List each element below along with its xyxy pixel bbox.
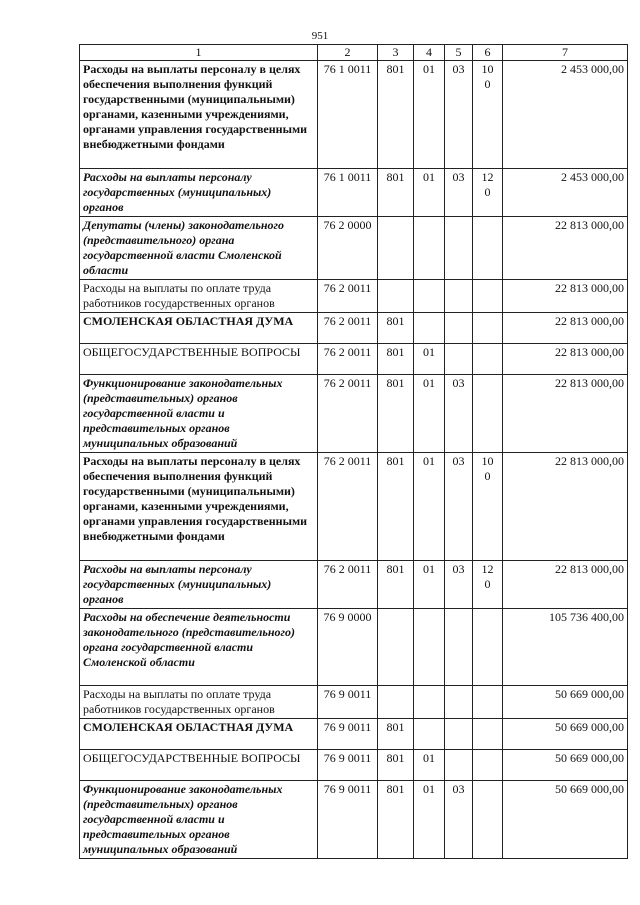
table-row	[80, 686, 628, 719]
ministry-cell	[378, 280, 414, 313]
description-cell: ОБЩЕГОСУДАРСТВЕННЫЕ ВОПРОСЫ	[80, 344, 318, 375]
amount-cell: 50 669 000,00	[503, 750, 628, 781]
target-article-cell: 76 9 0011	[318, 719, 378, 750]
ministry-cell: 801	[378, 61, 414, 169]
section-cell: 01	[414, 375, 445, 453]
ministry-cell: 801	[378, 719, 414, 750]
budget-table	[79, 44, 628, 859]
subsection-cell: 03	[445, 169, 473, 217]
table-row	[80, 561, 628, 609]
description-cell: СМОЛЕНСКАЯ ОБЛАСТНАЯ ДУМА	[80, 719, 318, 750]
expense-type-cell	[473, 375, 503, 453]
target-article-cell: 76 2 0011	[318, 344, 378, 375]
column-header-1: 1	[80, 45, 318, 61]
section-cell: 01	[414, 781, 445, 859]
description-cell: Расходы на выплаты персоналу в целях обеспечения выполнения функций государственными (муниципальными) органами, казенными учреждениями, органами управления государственными внебюджетными фондами	[80, 453, 318, 561]
subsection-cell	[445, 750, 473, 781]
header-row	[80, 45, 628, 61]
section-cell	[414, 686, 445, 719]
description-cell: Расходы на обеспечение деятельности законодательного (представительного) органа государственной власти Смоленской области	[80, 609, 318, 686]
ministry-cell	[378, 686, 414, 719]
table-row	[80, 609, 628, 686]
ministry-cell: 801	[378, 750, 414, 781]
target-article-cell: 76 2 0011	[318, 280, 378, 313]
table-row	[80, 719, 628, 750]
amount-cell: 22 813 000,00	[503, 561, 628, 609]
description-cell: Расходы на выплаты по оплате труда работников государственных органов	[80, 280, 318, 313]
description-cell: ОБЩЕГОСУДАРСТВЕННЫЕ ВОПРОСЫ	[80, 750, 318, 781]
table-row	[80, 217, 628, 280]
target-article-cell: 76 9 0011	[318, 686, 378, 719]
ministry-cell: 801	[378, 375, 414, 453]
subsection-cell: 03	[445, 61, 473, 169]
expense-type-cell	[473, 609, 503, 686]
description-cell: Расходы на выплаты персоналу государственных (муниципальных) органов	[80, 561, 318, 609]
amount-cell: 22 813 000,00	[503, 313, 628, 344]
ministry-cell: 801	[378, 781, 414, 859]
expense-type-cell	[473, 781, 503, 859]
target-article-cell: 76 2 0011	[318, 561, 378, 609]
amount-cell: 22 813 000,00	[503, 217, 628, 280]
expense-type-cell: 12 0	[473, 561, 503, 609]
subsection-cell	[445, 344, 473, 375]
subsection-cell: 03	[445, 561, 473, 609]
section-cell: 01	[414, 750, 445, 781]
ministry-cell: 801	[378, 453, 414, 561]
subsection-cell: 03	[445, 375, 473, 453]
ministry-cell: 801	[378, 313, 414, 344]
expense-type-cell: 10 0	[473, 453, 503, 561]
table-row	[80, 344, 628, 375]
amount-cell: 50 669 000,00	[503, 686, 628, 719]
amount-cell: 22 813 000,00	[503, 344, 628, 375]
expense-type-cell	[473, 686, 503, 719]
column-header-7: 7	[503, 45, 628, 61]
table-row	[80, 375, 628, 453]
amount-cell: 22 813 000,00	[503, 280, 628, 313]
target-article-cell: 76 2 0011	[318, 453, 378, 561]
target-article-cell: 76 1 0011	[318, 169, 378, 217]
section-cell: 01	[414, 561, 445, 609]
table-body	[80, 61, 628, 859]
amount-cell: 50 669 000,00	[503, 781, 628, 859]
section-cell	[414, 719, 445, 750]
subsection-cell	[445, 313, 473, 344]
section-cell	[414, 217, 445, 280]
table-row	[80, 280, 628, 313]
expense-type-cell: 10 0	[473, 61, 503, 169]
subsection-cell	[445, 719, 473, 750]
expense-type-cell	[473, 280, 503, 313]
section-cell	[414, 280, 445, 313]
expense-type-cell	[473, 217, 503, 280]
subsection-cell	[445, 280, 473, 313]
target-article-cell: 76 2 0011	[318, 375, 378, 453]
ministry-cell: 801	[378, 561, 414, 609]
subsection-cell	[445, 609, 473, 686]
expense-type-cell	[473, 344, 503, 375]
target-article-cell: 76 1 0011	[318, 61, 378, 169]
column-header-3: 3	[378, 45, 414, 61]
subsection-cell: 03	[445, 453, 473, 561]
amount-cell: 105 736 400,00	[503, 609, 628, 686]
section-cell: 01	[414, 61, 445, 169]
amount-cell: 2 453 000,00	[503, 169, 628, 217]
description-cell: Расходы на выплаты по оплате труда работников государственных органов	[80, 686, 318, 719]
table-row	[80, 781, 628, 859]
amount-cell: 50 669 000,00	[503, 719, 628, 750]
column-header-5: 5	[445, 45, 473, 61]
page-number: 951	[311, 30, 329, 42]
table-row	[80, 61, 628, 169]
expense-type-cell	[473, 719, 503, 750]
section-cell: 01	[414, 169, 445, 217]
target-article-cell: 76 9 0011	[318, 750, 378, 781]
subsection-cell: 03	[445, 781, 473, 859]
expense-type-cell	[473, 313, 503, 344]
expense-type-cell: 12 0	[473, 169, 503, 217]
target-article-cell: 76 2 0000	[318, 217, 378, 280]
description-cell: Депутаты (члены) законодательного (представительного) органа государственной власти Смоленской области	[80, 217, 318, 280]
table-row	[80, 750, 628, 781]
section-cell	[414, 313, 445, 344]
subsection-cell	[445, 217, 473, 280]
section-cell: 01	[414, 453, 445, 561]
table-row	[80, 453, 628, 561]
target-article-cell: 76 2 0011	[318, 313, 378, 344]
section-cell	[414, 609, 445, 686]
ministry-cell: 801	[378, 344, 414, 375]
expense-type-cell	[473, 750, 503, 781]
section-cell: 01	[414, 344, 445, 375]
amount-cell: 22 813 000,00	[503, 453, 628, 561]
table-row	[80, 313, 628, 344]
amount-cell: 22 813 000,00	[503, 375, 628, 453]
description-cell: Расходы на выплаты персоналу государственных (муниципальных) органов	[80, 169, 318, 217]
description-cell: Функционирование законодательных (представительных) органов государственной власти и представительных органов муниципальных образований	[80, 375, 318, 453]
description-cell: СМОЛЕНСКАЯ ОБЛАСТНАЯ ДУМА	[80, 313, 318, 344]
target-article-cell: 76 9 0011	[318, 781, 378, 859]
column-header-2: 2	[318, 45, 378, 61]
subsection-cell	[445, 686, 473, 719]
amount-cell: 2 453 000,00	[503, 61, 628, 169]
table-row	[80, 169, 628, 217]
ministry-cell	[378, 609, 414, 686]
ministry-cell	[378, 217, 414, 280]
ministry-cell: 801	[378, 169, 414, 217]
column-header-4: 4	[414, 45, 445, 61]
description-cell: Функционирование законодательных (представительных) органов государственной власти и представительных органов муниципальных образований	[80, 781, 318, 859]
column-header-6: 6	[473, 45, 503, 61]
description-cell: Расходы на выплаты персоналу в целях обеспечения выполнения функций государственными (муниципальными) органами, казенными учреждениями, органами управления государственными внебюджетными фондами	[80, 61, 318, 169]
target-article-cell: 76 9 0000	[318, 609, 378, 686]
